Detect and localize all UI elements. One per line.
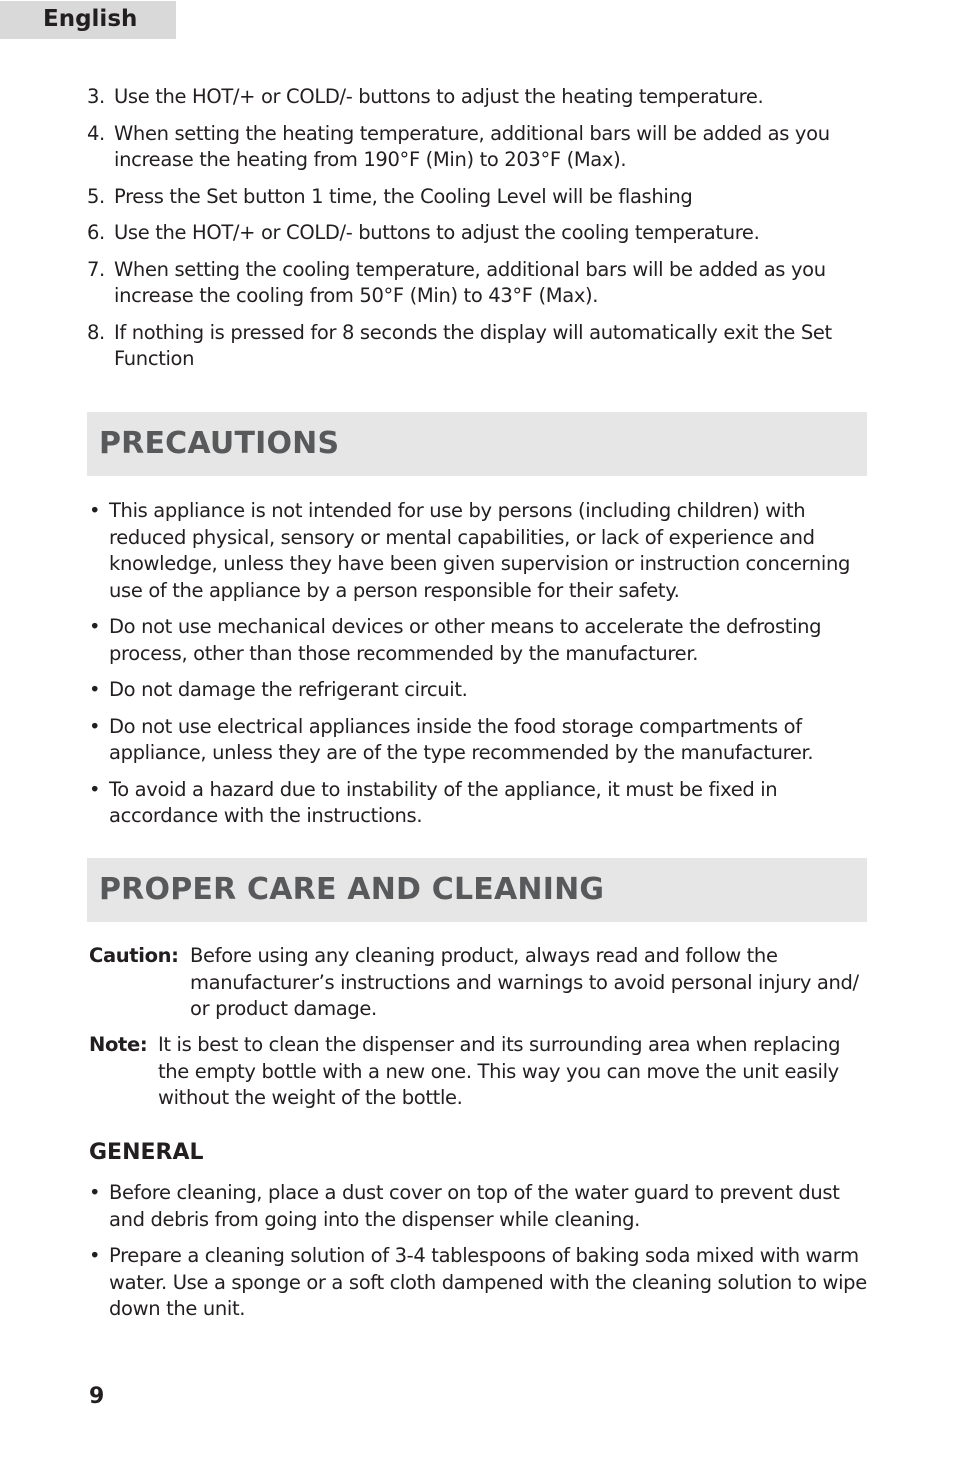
list-item xyxy=(89,677,869,704)
page-number: 9 xyxy=(89,1384,105,1409)
note-label: Note: xyxy=(89,1033,148,1056)
language-tab xyxy=(0,1,176,39)
care-title: PROPER CARE AND CLEANING xyxy=(99,872,605,907)
note-block xyxy=(89,1032,869,1112)
list-item xyxy=(89,614,869,667)
step-number: 4. xyxy=(87,121,105,145)
list-item xyxy=(87,320,867,373)
list-item-text: Prepare a cleaning solution of 3-4 tablespoons of baking soda mixed with warm water. Use a sponge or a soft cloth dampened with the cleaning solution to wipe down the unit. xyxy=(109,1244,867,1320)
note-text: It is best to clean the dispenser and its surrounding area when replacing the empty bottle with a new one. This way you can move the unit easily without the weight of the bottle. xyxy=(158,1033,841,1109)
list-item xyxy=(89,777,869,830)
step-number: 3. xyxy=(87,85,105,108)
bullet: • xyxy=(89,678,101,701)
list-item xyxy=(87,84,867,111)
list-item-text: Do not damage the refrigerant circuit. xyxy=(109,678,468,701)
bullet: • xyxy=(89,499,101,522)
bullet: • xyxy=(89,1181,101,1204)
caution-label: Caution: xyxy=(89,944,179,967)
list-item xyxy=(89,714,869,767)
list-item-text: This appliance is not intended for use by persons (including children) with reduced physical, sensory or mental capabilities, or lack of experience and knowledge, unless they have been given supervision or instruction concerning use of the appliance by a person responsible for their safety. xyxy=(109,499,850,602)
caution-text: Before using any cleaning product, always read and follow the manufacturer’s instructions and warnings to avoid personal injury and/ or product damage. xyxy=(190,944,859,1020)
general-heading: GENERAL xyxy=(89,1140,204,1165)
general-list xyxy=(89,1180,869,1333)
step-number: 6. xyxy=(87,221,105,244)
precautions-banner xyxy=(87,412,867,476)
language-label: English xyxy=(43,6,138,32)
bullet: • xyxy=(89,714,101,738)
step-number: 8. xyxy=(87,320,105,344)
caution-note xyxy=(89,943,869,1023)
bullet: • xyxy=(89,777,101,801)
care-banner xyxy=(87,858,867,922)
list-item xyxy=(89,1243,869,1323)
step-number: 5. xyxy=(87,184,105,208)
step-text: When setting the heating temperature, additional bars will be added as you increase the heating from 190°F (Min) to 203°F (Max). xyxy=(114,121,830,171)
set-function-steps xyxy=(87,84,867,383)
step-text: If nothing is pressed for 8 seconds the display will automatically exit the Set Function xyxy=(114,320,832,370)
list-item xyxy=(87,220,867,247)
bullet: • xyxy=(89,615,101,638)
precautions-list xyxy=(89,498,869,840)
list-item xyxy=(87,121,867,174)
step-text: Use the HOT/+ or COLD/- buttons to adjust the heating temperature. xyxy=(114,85,764,108)
list-item-text: Before cleaning, place a dust cover on top of the water guard to prevent dust and debris from going into the dispenser while cleaning. xyxy=(109,1181,840,1231)
step-text: When setting the cooling temperature, additional bars will be added as you increase the cooling from 50°F (Min) to 43°F (Max). xyxy=(114,257,826,307)
step-text: Use the HOT/+ or COLD/- buttons to adjust the cooling temperature. xyxy=(114,221,760,244)
bullet: • xyxy=(89,1244,101,1267)
list-item xyxy=(89,498,869,604)
step-text: Press the Set button 1 time, the Cooling Level will be flashing xyxy=(114,184,693,208)
list-item xyxy=(87,257,867,310)
precautions-title: PRECAUTIONS xyxy=(99,426,340,461)
step-number: 7. xyxy=(87,257,105,281)
list-item xyxy=(89,1180,869,1233)
list-item-text: Do not use mechanical devices or other means to accelerate the defrosting process, other than those recommended by the manufacturer. xyxy=(109,615,822,665)
list-item xyxy=(87,184,867,211)
list-item-text: To avoid a hazard due to instability of the appliance, it must be fixed in accordance with the instructions. xyxy=(109,777,778,827)
list-item-text: Do not use electrical appliances inside the food storage compartments of appliance, unless they are of the type recommended by the manufacturer. xyxy=(109,714,814,764)
